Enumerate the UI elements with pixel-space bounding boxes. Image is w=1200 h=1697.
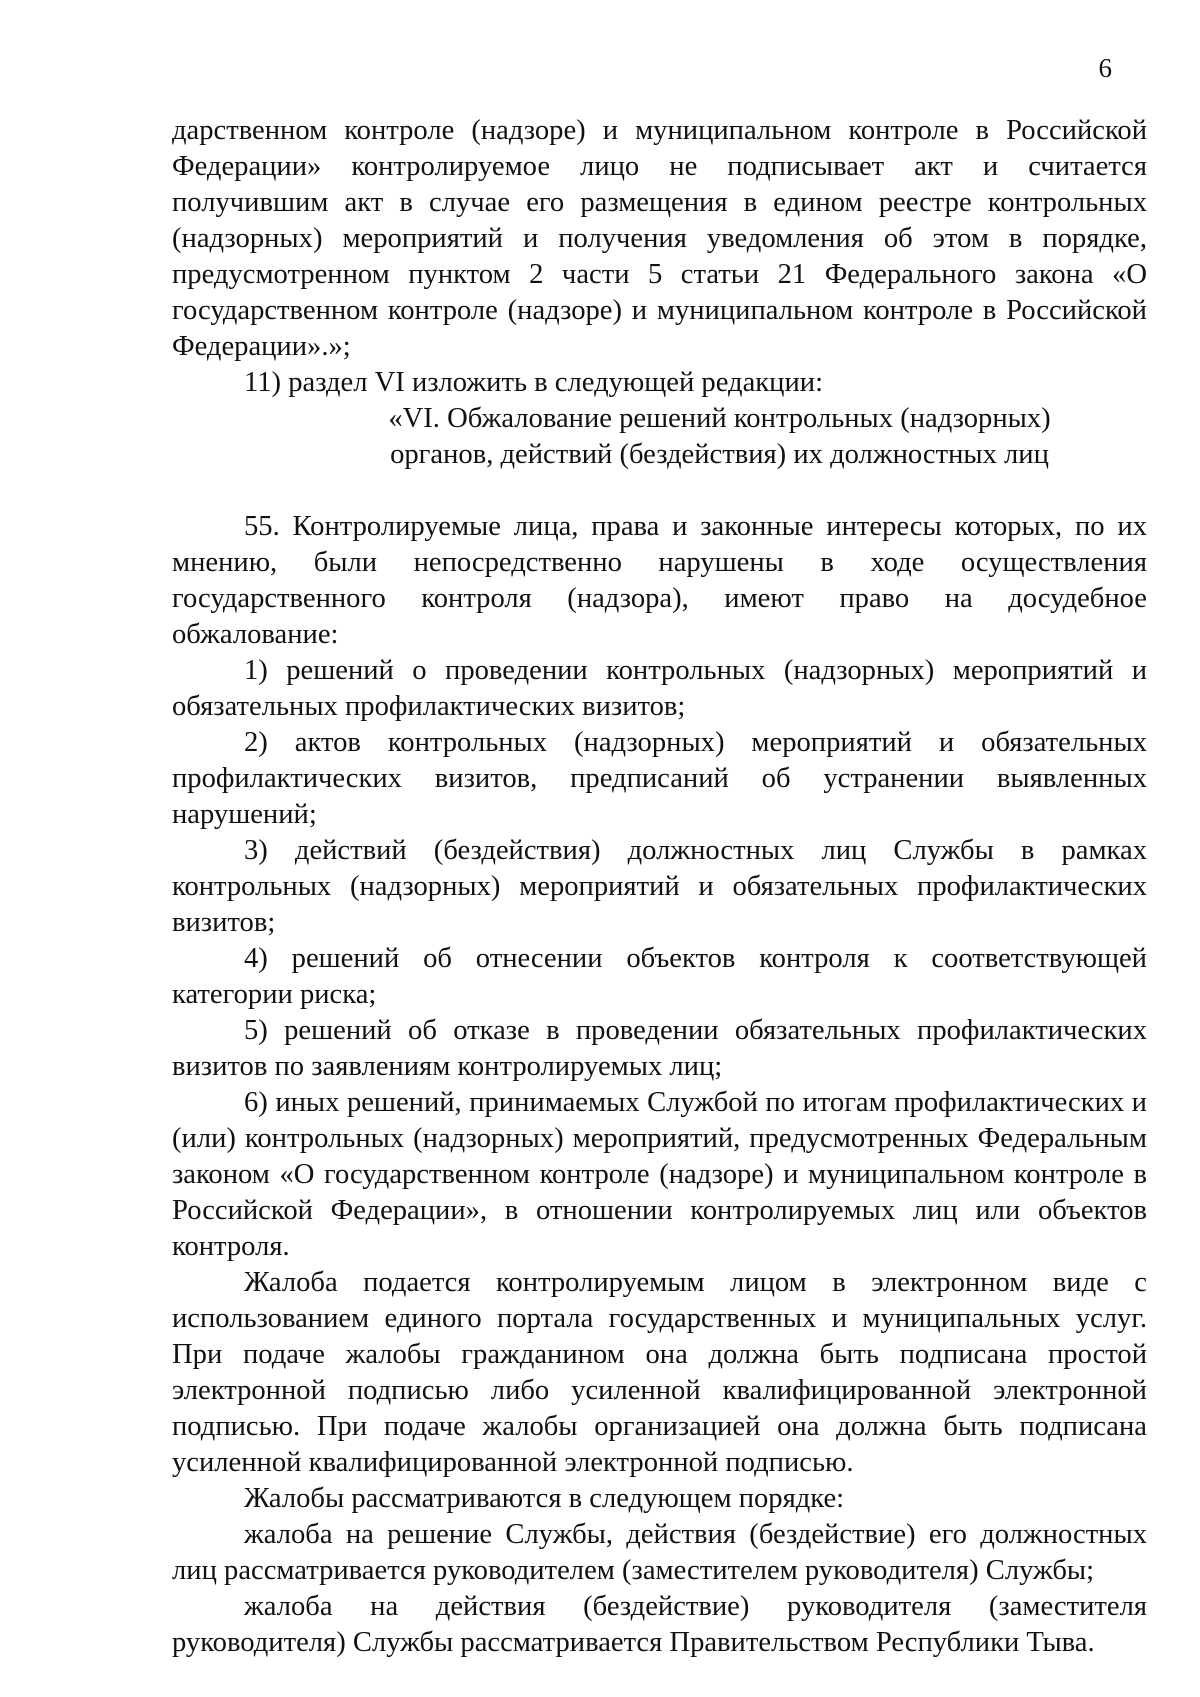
page-number: 6 xyxy=(1098,53,1112,83)
list-item-3: 3) действий (бездействия) должностных лиц Службы в рамках контрольных (надзорных) мероприятий и обязательных профилактических визитов; xyxy=(172,835,1147,938)
section-heading-line-1: «VI. Обжалование решений контрольных (надзорных) xyxy=(388,403,1051,434)
paragraph-complaint-head: жалоба на действия (бездействие) руководителя (заместителя руководителя) Службы рассматривается Правительством Республики Тыва. xyxy=(172,1591,1147,1658)
paragraph-continuation: дарственном контроле (надзоре) и муниципальном контроле в Российской Федерации» контролируемое лицо не подписывает акт и считается получившим акт в случае его размещения в едином реестре контрольных (надзорных) мероприятий и получения уведомления об этом в порядке, предусмотренном пунктом 2 части 5 статьи 21 Федерального закона «О государственном контроле (надзоре) и муниципальном контроле в Российской Федерации».»; xyxy=(172,115,1147,362)
paragraph-55: 55. Контролируемые лица, права и законные интересы которых, по их мнению, были непосредственно нарушены в ходе осуществления государственного контроля (надзора), имеют право на досудебное обжалование: xyxy=(172,511,1147,650)
list-item-1: 1) решений о проведении контрольных (надзорных) мероприятий и обязательных профилактических визитов; xyxy=(172,655,1147,722)
spacer xyxy=(172,473,1147,509)
paragraph-complaint-order: Жалобы рассматриваются в следующем порядке: xyxy=(244,1483,845,1514)
document-body xyxy=(172,113,1147,1661)
paragraph-complaint-service: жалоба на решение Службы, действия (бездействие) его должностных лиц рассматривается руководителем (заместителем руководителя) Службы; xyxy=(172,1519,1147,1586)
section-heading xyxy=(172,401,1147,473)
paragraph-complaint-filing: Жалоба подается контролируемым лицом в электронном виде с использованием единого портала государственных и муниципальных услуг. При подаче жалобы гражданином она должна быть подписана простой электронной подписью либо усиленной квалифицированной электронной подписью. При подаче жалобы организацией она должна быть подписана усиленной квалифицированной электронной подписью. xyxy=(172,1267,1147,1478)
paragraph-amendment-item: 11) раздел VI изложить в следующей редакции: xyxy=(244,367,824,398)
list-item-4: 4) решений об отнесении объектов контроля к соответствующей категории риска; xyxy=(172,943,1147,1010)
list-item-5: 5) решений об отказе в проведении обязательных профилактических визитов по заявлениям контролируемых лиц; xyxy=(172,1015,1147,1082)
list-item-2: 2) актов контрольных (надзорных) мероприятий и обязательных профилактических визитов, предписаний об устранении выявленных нарушений; xyxy=(172,727,1147,830)
section-heading-line-2: органов, действий (бездействия) их должностных лиц xyxy=(390,439,1049,470)
list-item-6: 6) иных решений, принимаемых Службой по итогам профилактических и (или) контрольных (надзорных) мероприятий, предусмотренных Федеральным законом «О государственном контроле (надзоре) и муниципальном контроле в Российской Федерации», в отношении контролируемых лиц или объектов контроля. xyxy=(172,1087,1147,1262)
